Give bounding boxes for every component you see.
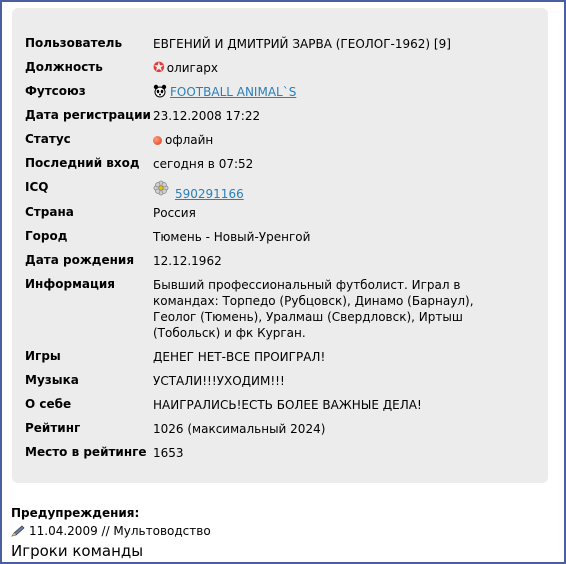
row-position <box>25 60 508 84</box>
team-players-heading: Игроки команды <box>11 542 144 560</box>
row-birthdate <box>25 253 508 277</box>
value-games: ДЕНЕГ НЕТ-ВСЕ ПРОИГРАЛ! <box>153 350 326 364</box>
row-city <box>25 229 508 253</box>
label-city: Город <box>25 229 68 243</box>
row-icq <box>25 180 508 205</box>
row-user <box>25 36 508 60</box>
label-country: Страна <box>25 205 74 219</box>
icq-flower-icon <box>153 180 169 196</box>
row-rank <box>25 445 508 469</box>
label-union: Футсоюз <box>25 84 86 98</box>
value-about: НАИГРАЛИСЬ!ЕСТЬ БОЛЕЕ ВАЖНЫЕ ДЕЛА! <box>153 398 422 412</box>
label-status: Статус <box>25 132 71 146</box>
pen-icon <box>11 525 25 537</box>
value-registration: 23.12.2008 17:22 <box>153 109 261 123</box>
row-music <box>25 373 508 397</box>
row-country <box>25 205 508 229</box>
label-games: Игры <box>25 349 61 363</box>
value-city: Тюмень - Новый-Уренгой <box>153 230 311 244</box>
label-icq: ICQ <box>25 180 49 194</box>
row-registration <box>25 108 508 132</box>
value-user: ЕВГЕНИЙ И ДМИТРИЙ ЗАРВА (ГЕОЛОГ-1962) [9] <box>153 37 451 51</box>
label-user: Пользователь <box>25 36 123 50</box>
profile-table <box>25 36 508 469</box>
label-music: Музыка <box>25 373 79 387</box>
label-info: Информация <box>25 277 115 291</box>
label-last-login: Последний вход <box>25 156 140 170</box>
value-music: УСТАЛИ!!!УХОДИМ!!! <box>153 374 285 388</box>
value-info: Бывший профессиональный футболист. Играл в командах: Торпедо (Рубцовск), Динамо (Барнаул), Геолог (Тюмень), Уралмаш (Свердловск), Иртыш (Тобольск) и фк Курган. <box>153 278 474 340</box>
warnings-title: Предупреждения: <box>11 506 140 520</box>
row-union <box>25 84 508 108</box>
label-rank: Место в рейтинге <box>25 445 147 459</box>
label-registration: Дата регистрации <box>25 108 151 122</box>
value-status: офлайн <box>165 133 214 147</box>
row-last-login <box>25 156 508 180</box>
label-about: О себе <box>25 397 72 411</box>
panda-icon <box>153 84 167 98</box>
row-about <box>25 397 508 421</box>
row-rating <box>25 421 508 445</box>
label-position: Должность <box>25 60 103 74</box>
icq-link[interactable]: 590291166 <box>175 187 244 201</box>
warning-entry <box>11 524 211 538</box>
label-rating: Рейтинг <box>25 421 81 435</box>
warning-entry-text: 11.04.2009 // Мультоводство <box>29 524 211 538</box>
value-country: Россия <box>153 206 196 220</box>
team-link[interactable]: FOOTBALL ANIMAL`S <box>170 85 297 99</box>
value-rank: 1653 <box>153 446 184 460</box>
row-status <box>25 132 508 156</box>
offline-dot-icon <box>153 136 162 145</box>
value-rating: 1026 (максимальный 2024) <box>153 422 326 436</box>
value-birthdate: 12.12.1962 <box>153 254 222 268</box>
value-last-login: сегодня в 07:52 <box>153 157 254 171</box>
row-games <box>25 349 508 373</box>
row-info <box>25 277 508 349</box>
label-birthdate: Дата рождения <box>25 253 135 267</box>
star-icon: ✪ <box>153 60 165 76</box>
value-position: олигарх <box>166 61 218 75</box>
